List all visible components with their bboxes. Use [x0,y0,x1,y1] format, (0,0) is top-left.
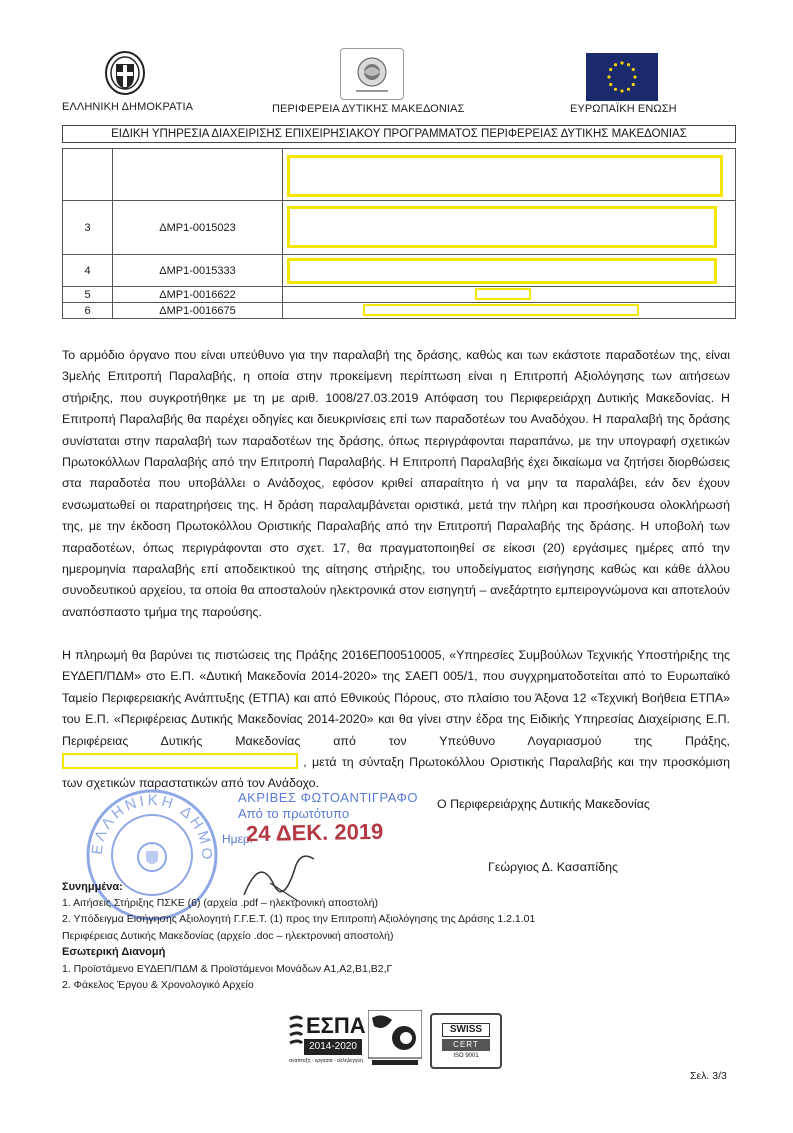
eu-flag [586,53,658,101]
project-title-cell [283,255,736,287]
iso-label: ISO 9001 [453,1053,479,1059]
row-number: 4 [63,255,113,287]
attachment-item: 2. Υπόδειγμα Εισήγησης Αξιολογητή Γ.Γ.Ε.Τ. (1) προς την Επιτροπή Αξιολόγησης της Δράσης 1.2.1.01 [62,913,536,925]
attachments-heading: Συνημμένα: [62,881,123,893]
region-footer-logo [368,1010,422,1066]
signatory-title: Ο Περιφερειάρχης Δυτικής Μακεδονίας [437,797,650,811]
row-number [63,149,113,201]
redaction-box [287,155,723,197]
espa-title: ΕΣΠΑ [306,1013,366,1038]
table-row [63,287,736,303]
eu-stars-icon [586,53,658,101]
payment-paragraph [62,645,730,795]
region-label: ΠΕΡΙΦΕΡΕΙΑ ΔΥΤΙΚΗΣ ΜΑΚΕΔΟΝΙΑΣ [272,103,465,115]
redaction-box [287,258,717,284]
redaction-box [287,206,717,248]
cert-label: CERT [442,1039,490,1051]
page-number: Σελ. 3/3 [690,1070,727,1082]
table-row [63,303,736,319]
row-number: 6 [63,303,113,319]
project-code: ΔΜΡ1-0016622 [113,287,283,303]
espa-logo [288,1013,364,1068]
date-prefix: Ημερ. [222,832,254,846]
coat-of-arms-icon [104,50,146,96]
distribution-item: 2. Φάκελος Έργου & Χρονολογικό Αρχείο [62,979,254,991]
greek-republic-emblem [104,50,146,96]
region-seal-icon [342,50,402,98]
from-original-stamp: Από το πρωτότυπο [238,806,350,821]
stamp-date: 24 ΔΕΚ. 2019 [245,818,384,847]
project-title-cell [283,149,736,201]
project-title-cell [283,201,736,255]
inline-redaction-box [62,753,298,769]
payment-text-start: Η πληρωμή θα βαρύνει τις πιστώσεις της Πράξης 2016ΕΠ00510005, «Υπηρεσίες Συμβούλων Τεχνικής Υποστήριξης της ΕΥΔΕΠ/ΠΔΜ» στο Ε.Π. «Δυτική Μακεδονία 2014-2020» της ΣΑΕΠ 005/1, που συγχρηματοδοτείται από το Ευρωπαϊκό Ταμείο Περιφερειακής Ανάπτυξης (ΕΤΠΑ) και από Εθνικούς Πόρους, στο πλαίσιο του Άξονα 12 «Τεχνική Βοήθεια ΕΤΠΑ» του Ε.Π. «Περιφέρειας Δυτικής Μακεδονίας 2014-2020» και θα γίνει στην έδρα της Ειδικής Υπηρεσίας Διαχείρισης Ε.Π. Περιφέρειας Δυτικής Μακεδονίας από τον Υπεύθυνο Λογαριασμού της Πράξης, [62,648,730,748]
swiss-cert-logo [430,1013,502,1069]
project-code: ΔΜΡ1-0016675 [113,303,283,319]
project-code: ΔΜΡ1-0015023 [113,201,283,255]
certified-copy-stamp: ΑΚΡΙΒΕΣ ΦΩΤΟΑΝΤΙΓΡΑΦΟ [238,790,419,805]
region-logo [340,48,404,100]
project-title-cell [283,287,736,303]
table-row [63,255,736,287]
table-row [63,201,736,255]
project-code: ΔΜΡ1-0015333 [113,255,283,287]
redaction-box [363,304,639,316]
eu-label: ΕΥΡΩΠΑΪΚΗ ΕΝΩΣΗ [570,103,677,115]
greek-republic-label: ΕΛΛΗΝΙΚΗ ΔΗΜΟΚΡΑΤΙΑ [62,101,194,113]
distribution-item: 1. Προϊστάμενο ΕΥΔΕΠ/ΠΔΜ & Προϊστάμενοι Μονάδων Α1,Α2,Β1,Β2,Γ [62,963,393,975]
projects-table [62,148,736,319]
distribution-heading: Εσωτερική Διανομή [62,946,166,958]
seal-text: ΕΛΛΗΝΙΚΗ ΔΗΜΟ [88,791,216,863]
payment-text-end: , μετά τη σύνταξη Πρωτοκόλλου Οριστικής Παραλαβής και την προσκόμιση των σχετικών παραστατικών από τον Ανάδοχο. [62,755,730,791]
espa-tagline: ανάπτυξη - εργασία - αλληλεγγύη [289,1058,363,1064]
project-title-cell [283,303,736,319]
table-row [63,149,736,201]
region-footer-icon [368,1010,422,1066]
attachment-item: 1. Αιτήσεις Στήριξης ΠΣΚΕ (6) (αρχεία .pdf – ηλεκτρονική αποστολή) [62,897,378,909]
managing-authority-banner: ΕΙΔΙΚΗ ΥΠΗΡΕΣΙΑ ΔΙΑΧΕΙΡΙΣΗΣ ΕΠΙΧΕΙΡΗΣΙΑΚΟΥ ΠΡΟΓΡΑΜΜΑΤΟΣ ΠΕΡΙΦΕΡΕΙΑΣ ΔΥΤΙΚΗΣ ΜΑΚΕΔΟΝΙΑΣ [62,125,736,143]
redaction-box [475,288,531,300]
row-number: 3 [63,201,113,255]
acceptance-paragraph: Το αρμόδιο όργανο που είναι υπεύθυνο για την παραλαβή της δράσης, καθώς και των εκάστοτε παραδοτέων της, είναι 3μελής Επιτροπή Παραλαβής, η οποία στην προκείμενη περίπτωση είναι η Επιτροπή Αξιολόγησης των αιτήσεων στήριξης, που συγκροτήθηκε με τη με αριθ. 1008/27.03.2019 Απόφαση του Περιφερειάρχη Δυτικής Μακεδονίας. Η Επιτροπή Παραλαβής θα παρέχει οδηγίες και διευκρινίσεις επί των παραδοτέων του Αναδόχου. Η παραλαβή της δράσης συνίσταται στην παραλαβή των παραδοτέων της δράσης, όπως περιγράφονται παραπάνω, με την υπογραφή σχετικών Πρωτοκόλλων Παραλαβής από την Επιτροπή Παραλαβής. Η Επιτροπή Παραλαβής έχει δικαίωμα να ζητήσει διορθώσεις στα παραδοτέα που υποβάλλει ο Ανάδοχος, εφόσον κριθεί απαραίτητο ή να μην τα παραλάβει, εάν δεν έχουν ενσωματωθεί οι παρατηρήσεις της. Η δράση παραλαμβάνεται οριστικά, μετά την πλήρη και προσήκουσα ολοκλήρωσή της, με την έκδοση Πρωτοκόλλου Οριστικής Παραλαβής από την Επιτροπή Παραλαβής της δράσης. Η υποβολή των παραδοτέων, όπως περιγράφονται στο σχετ. 17, θα πραγματοποιηθεί σε είκοσι (20) εργάσιμες ημέρες από την ημερομηνία παραλαβής επί αποδεικτικού της αίτησης στήριξης, του υποδείγματος εισήγησης καθώς και κάθε άλλου συνοδευτικού αρχείου, τα οποία θα αποσταλούν ηλεκτρονικά στον εισηγητή – ανεξάρτητο εμπειρογνώμονα και αποτελούν αναπόσπαστο τμήμα της παρούσης. [62,348,730,619]
row-number: 5 [63,287,113,303]
espa-years: 2014-2020 [304,1039,362,1055]
espa-swoosh-icon [288,1013,304,1047]
signatory-name: Γεώργιος Δ. Κασαπίδης [488,860,618,874]
project-code [113,149,283,201]
attachment-item: Περιφέρειας Δυτικής Μακεδονίας (αρχείο .doc – ηλεκτρονική αποστολή) [62,930,394,942]
swiss-label: SWISS [442,1023,490,1037]
